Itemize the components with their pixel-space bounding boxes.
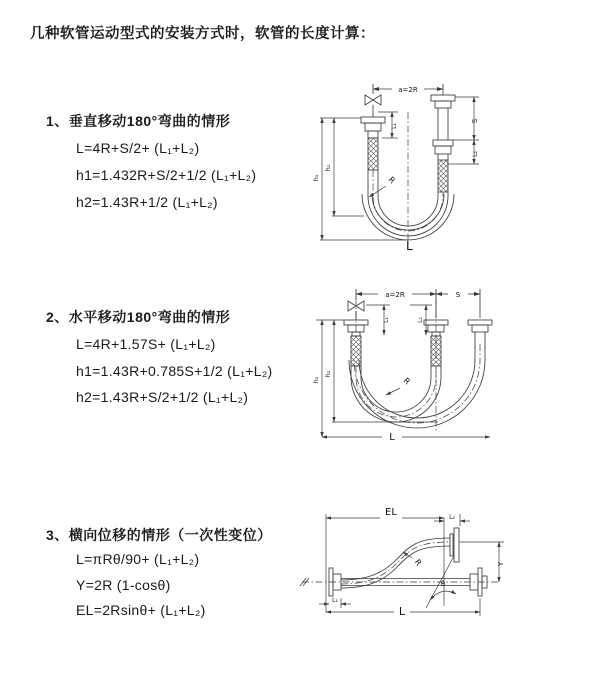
radius-label: R xyxy=(412,557,424,568)
dim-label-l1: L₁ xyxy=(332,597,338,604)
length-label: L xyxy=(398,605,406,618)
section-3-formula-EL: EL=2Rsinθ+ (L₁+L₂) xyxy=(76,602,206,618)
section-2-formula-L: L=4R+1.57S+ (L₁+L₂) xyxy=(76,336,216,352)
section-1-formula-L: L=4R+S/2+ (L₁+L₂) xyxy=(76,140,200,156)
section-2-formula-h1: h1=1.43R+0.785S+1/2 (L₁+L₂) xyxy=(76,363,273,379)
section-2-formula-h2: h2=1.43R+S/2+1/2 (L₁+L₂) xyxy=(76,389,249,405)
length-label: L xyxy=(389,432,395,443)
dim-label-h2: h₂ xyxy=(324,164,332,172)
valve-icon xyxy=(365,95,381,117)
section-1-formula-h2: h2=1.43R+1/2 (L₁+L₂) xyxy=(76,194,218,210)
section-3-formula-Y: Y=2R (1-cosθ) xyxy=(76,577,171,593)
page-title: 几种软管运动型式的安装方式时，软管的长度计算： xyxy=(30,26,375,42)
dim-label-y: Y xyxy=(497,561,505,567)
dim-label-a2r: a=2R xyxy=(385,291,405,299)
section-2-heading: 2、水平移动180°弯曲的情形 xyxy=(46,309,231,325)
braided-hose-section xyxy=(438,160,448,192)
radius-label: R xyxy=(386,175,397,186)
radius-label: R xyxy=(401,376,412,387)
diagram-lateral-displacement xyxy=(294,494,566,656)
dim-label-el: EL xyxy=(385,507,397,518)
braided-hose-section xyxy=(368,138,378,170)
dim-label-a2r: a=2R xyxy=(398,86,418,94)
section-3-formula-L: L=πRθ/90+ (L₁+L₂) xyxy=(76,551,200,567)
dim-label-s: S xyxy=(471,118,479,124)
dim-label-l2: L₂ xyxy=(417,317,424,323)
dim-label-l1: L₁ xyxy=(391,123,398,129)
length-label: L xyxy=(406,239,413,253)
dim-label-h2: h₂ xyxy=(324,370,332,378)
dim-label-l1: L₁ xyxy=(383,317,390,323)
section-3-heading: 3、横向位移的情形（一次性变位） xyxy=(46,527,272,543)
dim-label-l2: L₂ xyxy=(449,514,455,521)
braided-hose-section xyxy=(351,336,361,366)
angle-theta-label: θ xyxy=(440,580,446,588)
dim-label-h1: h₁ xyxy=(312,376,320,384)
diagram-horizontal-180-bend xyxy=(306,282,558,460)
section-1-formula-h1: h1=1.432R+S/2+1/2 (L₁+L₂) xyxy=(76,167,257,183)
dim-label-l2: L₂ xyxy=(472,151,479,157)
dim-label-h1: h₁ xyxy=(312,174,320,182)
diagram-vertical-180-bend xyxy=(306,76,546,261)
dim-label-s: S xyxy=(455,291,461,299)
section-1-heading: 1、垂直移动180°弯曲的情形 xyxy=(46,113,231,129)
